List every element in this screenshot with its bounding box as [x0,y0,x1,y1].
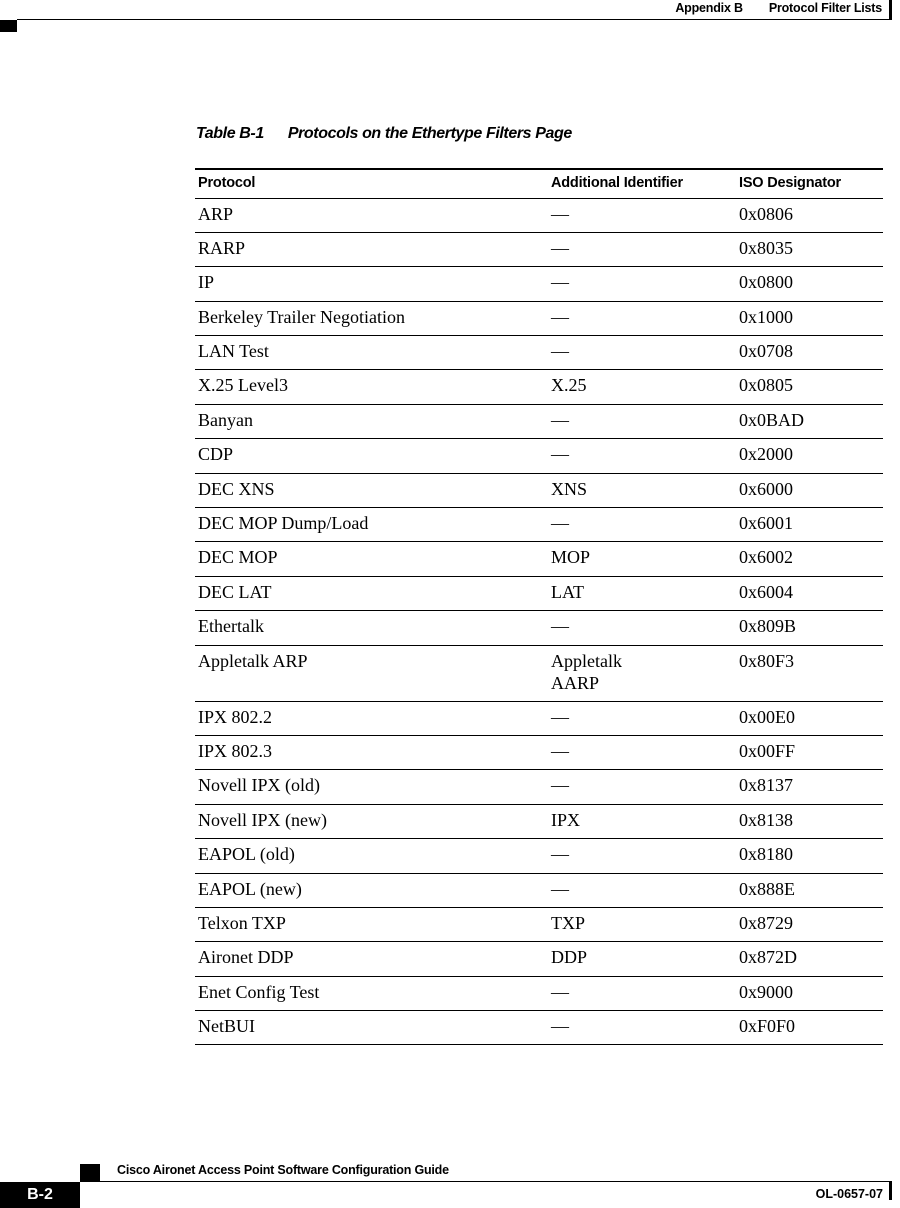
iso-designator-cell: 0x8180 [736,839,883,873]
table-body [195,198,883,1045]
identifier-cell: TXP [548,907,736,941]
identifier-cell: — [548,267,736,301]
table-row [195,701,883,735]
protocol-cell: CDP [195,439,548,473]
table-number: Table B-1 [196,125,264,142]
table-row [195,735,883,769]
table-row [195,1011,883,1045]
iso-designator-cell: 0xF0F0 [736,1011,883,1045]
table-row [195,198,883,232]
table-row [195,404,883,438]
identifier-cell: — [548,404,736,438]
iso-designator-cell: 0x0BAD [736,404,883,438]
protocol-cell: DEC MOP Dump/Load [195,508,548,542]
table-caption [196,124,572,144]
protocol-cell: LAN Test [195,336,548,370]
footer-tick [889,1182,892,1200]
footer-rule [80,1181,892,1182]
protocol-cell: Novell IPX (new) [195,804,548,838]
protocol-cell: Novell IPX (old) [195,770,548,804]
iso-designator-cell: 0x8729 [736,907,883,941]
protocol-cell: Enet Config Test [195,976,548,1010]
column-header-protocol: Protocol [195,169,548,198]
header-rule [17,19,892,20]
identifier-cell: — [548,198,736,232]
protocol-cell: DEC MOP [195,542,548,576]
table-row [195,645,883,701]
running-header [675,0,882,18]
iso-designator-cell: 0x0708 [736,336,883,370]
identifier-cell: — [548,976,736,1010]
identifier-cell: — [548,1011,736,1045]
iso-designator-cell: 0x888E [736,873,883,907]
identifier-cell: XNS [548,473,736,507]
iso-designator-cell: 0x6001 [736,508,883,542]
iso-designator-cell: 0x8138 [736,804,883,838]
protocol-cell: X.25 Level3 [195,370,548,404]
table-row [195,873,883,907]
identifier-cell: — [548,873,736,907]
protocol-cell: Berkeley Trailer Negotiation [195,301,548,335]
table-row [195,976,883,1010]
iso-designator-cell: 0x809B [736,611,883,645]
table-row [195,611,883,645]
protocol-cell: Banyan [195,404,548,438]
protocol-cell: ARP [195,198,548,232]
table-row [195,370,883,404]
iso-designator-cell: 0x6002 [736,542,883,576]
table-row [195,232,883,266]
protocol-cell: IP [195,267,548,301]
identifier-cell: — [548,770,736,804]
protocol-table [195,168,883,1045]
page-number: B-2 [0,1182,80,1208]
iso-designator-cell: 0x6000 [736,473,883,507]
iso-designator-cell: 0x80F3 [736,645,883,701]
iso-designator-cell: 0x00FF [736,735,883,769]
identifier-cell: IPX [548,804,736,838]
protocol-cell: EAPOL (new) [195,873,548,907]
table-row [195,907,883,941]
iso-designator-cell: 0x9000 [736,976,883,1010]
table-row [195,839,883,873]
identifier-cell: MOP [548,542,736,576]
header-section: Appendix B [675,1,743,15]
table-row [195,576,883,610]
table-row [195,473,883,507]
protocol-cell: DEC LAT [195,576,548,610]
identifier-cell: — [548,508,736,542]
identifier-cell: — [548,735,736,769]
iso-designator-cell: 0x8035 [736,232,883,266]
table-row [195,508,883,542]
iso-designator-cell: 0x1000 [736,301,883,335]
identifier-cell: LAT [548,576,736,610]
iso-designator-cell: 0x872D [736,942,883,976]
iso-designator-cell: 0x2000 [736,439,883,473]
column-header-iso-designator: ISO Designator [736,169,883,198]
identifier-cell: DDP [548,942,736,976]
protocol-cell: Ethertalk [195,611,548,645]
header-tick [889,0,892,20]
protocol-cell: RARP [195,232,548,266]
identifier-cell: — [548,611,736,645]
table-row [195,267,883,301]
protocol-cell: NetBUI [195,1011,548,1045]
footer-notch [80,1164,100,1181]
doc-number: OL-0657-07 [815,1187,883,1201]
protocol-cell: Telxon TXP [195,907,548,941]
table-row [195,301,883,335]
protocol-cell: DEC XNS [195,473,548,507]
identifier-cell: — [548,839,736,873]
protocol-cell: IPX 802.3 [195,735,548,769]
iso-designator-cell: 0x0800 [736,267,883,301]
identifier-cell: X.25 [548,370,736,404]
iso-designator-cell: 0x6004 [736,576,883,610]
table-row [195,439,883,473]
footer-guide-title: Cisco Aironet Access Point Software Configuration Guide [117,1163,449,1177]
table-row [195,804,883,838]
table-row [195,542,883,576]
table-row [195,336,883,370]
identifier-cell: — [548,336,736,370]
table-header-row [195,169,883,198]
table-row [195,942,883,976]
identifier-cell: Appletalk AARP [548,645,736,701]
iso-designator-cell: 0x00E0 [736,701,883,735]
iso-designator-cell: 0x8137 [736,770,883,804]
identifier-cell: — [548,701,736,735]
identifier-cell: — [548,301,736,335]
header-corner-block [0,20,17,32]
iso-designator-cell: 0x0806 [736,198,883,232]
identifier-cell: — [548,232,736,266]
protocol-cell: Aironet DDP [195,942,548,976]
table-caption-text: Protocols on the Ethertype Filters Page [287,125,572,142]
header-title: Protocol Filter Lists [768,1,882,15]
protocol-cell: EAPOL (old) [195,839,548,873]
identifier-cell: — [548,439,736,473]
iso-designator-cell: 0x0805 [736,370,883,404]
protocol-cell: Appletalk ARP [195,645,548,701]
protocol-cell: IPX 802.2 [195,701,548,735]
table-row [195,770,883,804]
column-header-additional-identifier: Additional Identifier [548,169,736,198]
